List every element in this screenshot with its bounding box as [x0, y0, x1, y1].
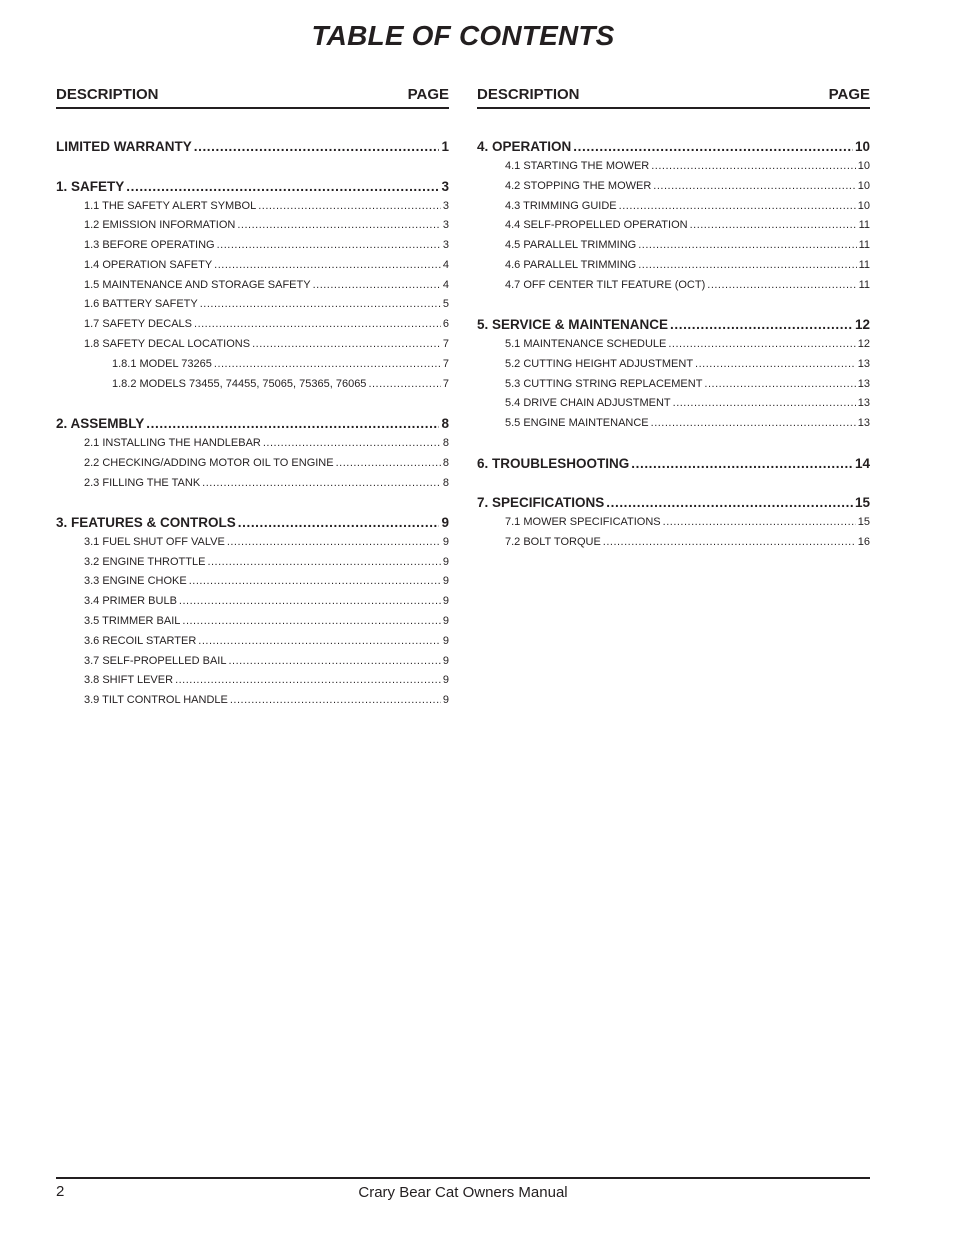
toc-subsection-entry[interactable]	[56, 592, 449, 612]
dot-leader	[603, 533, 856, 553]
toc-subsection-entry[interactable]	[56, 276, 449, 296]
description-header: DESCRIPTION	[56, 86, 159, 103]
entry-title: 1.5 MAINTENANCE AND STORAGE SAFETY	[84, 278, 311, 291]
toc-subsection-entry[interactable]	[56, 335, 449, 355]
toc-subsection-entry[interactable]	[477, 375, 870, 395]
dot-leader	[214, 355, 441, 375]
section-gap	[477, 474, 870, 494]
entry-page-number: 3	[442, 239, 449, 252]
dot-leader	[194, 137, 440, 157]
entry-title: LIMITED WARRANTY	[56, 139, 192, 154]
dot-leader	[227, 533, 441, 553]
toc-subsection-entry[interactable]	[477, 236, 870, 256]
entry-title: 1.4 OPERATION SAFETY	[84, 258, 213, 271]
toc-subsection-entry[interactable]	[56, 375, 449, 395]
entry-title: 2.3 FILLING THE TANK	[84, 476, 201, 489]
toc-subsection-entry[interactable]	[56, 612, 449, 632]
entry-page-number: 11	[858, 239, 870, 252]
dot-leader	[651, 157, 856, 177]
entry-title: 1.2 EMISSION INFORMATION	[84, 219, 236, 232]
toc-section-entry[interactable]	[477, 315, 870, 335]
entry-page-number: 9	[441, 514, 449, 530]
entry-title: 4.3 TRIMMING GUIDE	[505, 199, 617, 212]
dot-leader	[704, 375, 855, 395]
entry-page-number: 9	[442, 555, 449, 568]
entry-page-number: 9	[442, 654, 449, 667]
entry-page-number: 9	[442, 634, 449, 647]
entry-title: 4.7 OFF CENTER TILT FEATURE (OCT)	[505, 278, 706, 291]
entry-title: 5.4 DRIVE CHAIN ADJUSTMENT	[505, 397, 671, 410]
toc-left-column	[56, 86, 449, 711]
entry-page-number: 13	[857, 417, 870, 430]
entry-title: 2.1 INSTALLING THE HANDLEBAR	[84, 436, 261, 449]
toc-subsection-entry[interactable]	[56, 236, 449, 256]
dot-leader	[606, 493, 853, 513]
toc-subsection-entry[interactable]	[477, 216, 870, 236]
entry-page-number: 9	[442, 694, 449, 707]
footer-divider	[56, 1177, 870, 1179]
entry-page-number: 1	[441, 139, 449, 154]
dot-leader	[368, 375, 440, 395]
toc-section-entry[interactable]	[477, 137, 870, 157]
toc-subsection-entry[interactable]	[56, 632, 449, 652]
entry-title: 5.5 ENGINE MAINTENANCE	[505, 417, 649, 430]
entry-title: 1.6 BATTERY SAFETY	[84, 298, 198, 311]
entry-page-number: 8	[442, 436, 449, 449]
entry-title: 5.3 CUTTING STRING REPLACEMENT	[505, 377, 703, 390]
dot-leader	[673, 394, 856, 414]
toc-subsection-entry[interactable]	[477, 414, 870, 434]
toc-subsection-entry[interactable]	[56, 216, 449, 236]
page-header: PAGE	[828, 86, 870, 103]
entry-title: 3.1 FUEL SHUT OFF VALVE	[84, 535, 225, 548]
toc-subsection-entry[interactable]	[56, 197, 449, 217]
dot-leader	[638, 256, 856, 276]
entry-title: 3.6 RECOIL STARTER	[84, 634, 197, 647]
toc-section-entry[interactable]	[477, 493, 870, 513]
entry-title: 2. ASSEMBLY	[56, 415, 145, 431]
entry-title: 3.4 PRIMER BULB	[84, 595, 177, 608]
entry-page-number: 16	[857, 535, 870, 548]
dot-leader	[653, 177, 855, 197]
dot-leader	[238, 513, 440, 533]
dot-leader	[619, 197, 856, 217]
toc-subsection-entry[interactable]	[56, 474, 449, 494]
entry-title: 4.4 SELF-PROPELLED OPERATION	[505, 219, 688, 232]
section-gap	[56, 394, 449, 414]
dot-leader	[194, 315, 441, 335]
toc-subsection-entry[interactable]	[56, 572, 449, 592]
entry-page-number: 8	[441, 415, 449, 431]
dot-leader	[336, 454, 441, 474]
dot-leader	[573, 137, 853, 157]
toc-subsection-entry[interactable]	[477, 256, 870, 276]
dot-leader	[690, 216, 857, 236]
entry-title: 4.5 PARALLEL TRIMMING	[505, 239, 637, 252]
toc-section-entry[interactable]	[477, 454, 870, 474]
entry-page-number: 13	[857, 377, 870, 390]
entry-page-number: 12	[854, 317, 870, 333]
dot-leader	[663, 513, 856, 533]
dot-leader	[695, 355, 856, 375]
entry-page-number: 13	[857, 397, 870, 410]
dot-leader	[670, 315, 853, 335]
entry-title: 7. SPECIFICATIONS	[477, 495, 605, 511]
entry-page-number: 8	[442, 476, 449, 489]
dot-leader	[313, 276, 441, 296]
toc-section-entry[interactable]	[56, 137, 449, 157]
toc-entries	[56, 137, 449, 711]
entry-title: 4. OPERATION	[477, 139, 572, 154]
entry-page-number: 10	[857, 160, 870, 172]
column-header	[56, 86, 449, 109]
entry-page-number: 12	[857, 338, 870, 351]
entry-page-number: 9	[442, 535, 449, 548]
entry-page-number: 3	[442, 219, 449, 232]
section-gap	[56, 493, 449, 513]
entry-page-number: 3	[442, 199, 449, 212]
toc-subsection-entry[interactable]	[477, 335, 870, 355]
entry-title: 1.8 SAFETY DECAL LOCATIONS	[84, 338, 251, 351]
toc-subsection-entry[interactable]	[56, 454, 449, 474]
entry-title: 1.3 BEFORE OPERATING	[84, 239, 215, 252]
entry-page-number: 9	[442, 575, 449, 588]
toc-section-entry[interactable]	[56, 177, 449, 197]
entry-title: 2.2 CHECKING/ADDING MOTOR OIL TO ENGINE	[84, 456, 334, 469]
dot-leader	[198, 632, 441, 652]
entry-title: 5.1 MAINTENANCE SCHEDULE	[505, 338, 667, 351]
toc-subsection-entry[interactable]	[56, 355, 449, 375]
dot-leader	[263, 434, 441, 454]
entry-title: 3.9 TILT CONTROL HANDLE	[84, 694, 228, 707]
entry-title: 1.1 THE SAFETY ALERT SYMBOL	[84, 199, 257, 212]
dot-leader	[126, 177, 439, 197]
entry-page-number: 3	[441, 178, 449, 194]
dot-leader	[230, 691, 441, 711]
entry-page-number: 8	[442, 456, 449, 469]
entry-page-number: 9	[442, 595, 449, 608]
entry-title: 5.2 CUTTING HEIGHT ADJUSTMENT	[505, 357, 694, 370]
dot-leader	[638, 236, 856, 256]
entry-page-number: 10	[857, 199, 870, 212]
toc-subsection-entry[interactable]	[477, 177, 870, 197]
dot-leader	[217, 236, 441, 256]
entry-page-number: 9	[442, 674, 449, 687]
entry-title: 7.1 MOWER SPECIFICATIONS	[505, 516, 661, 529]
entry-page-number: 7	[442, 377, 449, 390]
toc-subsection-entry[interactable]	[56, 295, 449, 315]
entry-page-number: 14	[854, 455, 870, 471]
entry-page-number: 11	[858, 219, 870, 232]
dot-leader	[202, 474, 441, 494]
toc-subsection-entry[interactable]	[56, 691, 449, 711]
toc-subsection-entry[interactable]	[477, 355, 870, 375]
entry-title: 1.8.1 MODEL 73265	[112, 357, 212, 370]
entry-title: 3.7 SELF-PROPELLED BAIL	[84, 654, 227, 667]
entry-title: 4.6 PARALLEL TRIMMING	[505, 258, 637, 271]
dot-leader	[182, 612, 440, 632]
toc-right-column	[477, 86, 870, 553]
entry-title: 3.3 ENGINE CHOKE	[84, 575, 187, 588]
section-gap	[477, 434, 870, 454]
column-header	[477, 86, 870, 109]
entry-page-number: 15	[854, 495, 870, 511]
toc-subsection-entry[interactable]	[477, 513, 870, 533]
dot-leader	[651, 414, 856, 434]
entry-title: 6. TROUBLESHOOTING	[477, 455, 630, 471]
toc-section-entry[interactable]	[56, 414, 449, 434]
entry-page-number: 7	[442, 357, 449, 370]
entry-page-number: 11	[858, 258, 870, 271]
entry-page-number: 9	[442, 615, 449, 628]
section-gap	[56, 157, 449, 177]
page-number: 2	[56, 1183, 65, 1200]
entry-title: 4.2 STOPPING THE MOWER	[505, 179, 652, 192]
entry-page-number: 10	[857, 179, 870, 192]
entry-title: 5. SERVICE & MAINTENANCE	[477, 317, 669, 333]
dot-leader	[228, 652, 440, 672]
dot-leader	[189, 572, 441, 592]
footer-title: Crary Bear Cat Owners Manual	[358, 1184, 568, 1201]
toc-subsection-entry[interactable]	[56, 533, 449, 553]
entry-page-number: 6	[442, 318, 449, 331]
toc-section-entry[interactable]	[56, 513, 449, 533]
entry-page-number: 11	[858, 278, 870, 291]
toc-subsection-entry[interactable]	[477, 197, 870, 217]
toc-entries	[477, 137, 870, 553]
description-header: DESCRIPTION	[477, 86, 580, 103]
toc-subsection-entry[interactable]	[56, 256, 449, 276]
dot-leader	[668, 335, 855, 355]
dot-leader	[207, 553, 440, 573]
entry-title: 3.5 TRIMMER BAIL	[84, 615, 181, 628]
page-header: PAGE	[407, 86, 449, 103]
dot-leader	[707, 276, 856, 296]
dot-leader	[146, 414, 439, 434]
dot-leader	[175, 671, 441, 691]
entry-page-number: 10	[854, 139, 870, 154]
entry-title: 7.2 BOLT TORQUE	[505, 535, 601, 548]
entry-page-number: 5	[442, 298, 449, 311]
entry-title: 3. FEATURES & CONTROLS	[56, 514, 236, 530]
dot-leader	[214, 256, 441, 276]
entry-title: 3.2 ENGINE THROTTLE	[84, 555, 206, 568]
toc-subsection-entry[interactable]	[477, 533, 870, 553]
toc-subsection-entry[interactable]	[56, 671, 449, 691]
toc-subsection-entry[interactable]	[477, 394, 870, 414]
entry-page-number: 15	[857, 516, 870, 529]
toc-subsection-entry[interactable]	[56, 434, 449, 454]
entry-title: 1.7 SAFETY DECALS	[84, 318, 193, 331]
entry-title: 1.8.2 MODELS 73455, 74455, 75065, 75365, 76065	[112, 377, 367, 390]
dot-leader	[179, 592, 441, 612]
entry-page-number: 4	[442, 278, 449, 291]
section-gap	[477, 296, 870, 316]
entry-page-number: 13	[857, 357, 870, 370]
page-title: TABLE OF CONTENTS	[311, 20, 615, 51]
entry-page-number: 7	[442, 338, 449, 351]
entry-title: 3.8 SHIFT LEVER	[84, 674, 174, 687]
dot-leader	[631, 454, 853, 474]
dot-leader	[252, 335, 441, 355]
toc-subsection-entry[interactable]	[56, 553, 449, 573]
toc-subsection-entry[interactable]	[477, 157, 870, 177]
toc-subsection-entry[interactable]	[56, 652, 449, 672]
entry-title: 1. SAFETY	[56, 178, 125, 194]
entry-title: 4.1 STARTING THE MOWER	[505, 160, 650, 172]
entry-page-number: 4	[442, 258, 449, 271]
toc-subsection-entry[interactable]	[56, 315, 449, 335]
toc-subsection-entry[interactable]	[477, 276, 870, 296]
dot-leader	[237, 216, 441, 236]
dot-leader	[258, 197, 441, 217]
dot-leader	[200, 295, 441, 315]
